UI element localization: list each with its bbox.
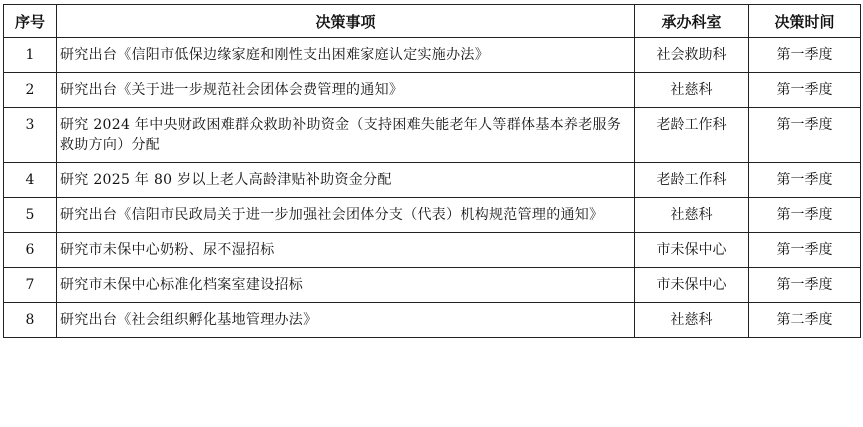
table-row [4, 163, 861, 198]
row-index: 5 [4, 198, 57, 233]
table-row [4, 108, 861, 163]
row-item: 研究市未保中心标准化档案室建设招标 [57, 268, 635, 303]
row-department: 社慈科 [635, 198, 749, 233]
table-body [4, 38, 861, 338]
row-time: 第一季度 [749, 108, 861, 163]
header-row [4, 5, 861, 38]
header-department: 承办科室 [635, 5, 749, 38]
row-index: 3 [4, 108, 57, 163]
row-time: 第一季度 [749, 268, 861, 303]
row-time: 第二季度 [749, 303, 861, 338]
table-row [4, 303, 861, 338]
row-department: 市未保中心 [635, 268, 749, 303]
row-index: 1 [4, 38, 57, 73]
row-department: 老龄工作科 [635, 163, 749, 198]
row-time: 第一季度 [749, 198, 861, 233]
row-item: 研究出台《关于进一步规范社会团体会费管理的通知》 [57, 73, 635, 108]
row-index: 2 [4, 73, 57, 108]
table-row [4, 268, 861, 303]
row-department: 社会救助科 [635, 38, 749, 73]
row-department: 老龄工作科 [635, 108, 749, 163]
table-row [4, 38, 861, 73]
header-time: 决策时间 [749, 5, 861, 38]
row-index: 7 [4, 268, 57, 303]
row-index: 8 [4, 303, 57, 338]
table-row [4, 198, 861, 233]
row-item: 研究出台《信阳市低保边缘家庭和刚性支出困难家庭认定实施办法》 [57, 38, 635, 73]
decisions-table [3, 4, 861, 338]
row-index: 6 [4, 233, 57, 268]
header-item: 决策事项 [57, 5, 635, 38]
row-item: 研究市未保中心奶粉、尿不湿招标 [57, 233, 635, 268]
table-header [4, 5, 861, 38]
row-index: 4 [4, 163, 57, 198]
row-department: 社慈科 [635, 73, 749, 108]
row-time: 第一季度 [749, 73, 861, 108]
row-time: 第一季度 [749, 38, 861, 73]
row-item: 研究出台《信阳市民政局关于进一步加强社会团体分支（代表）机构规范管理的通知》 [57, 198, 635, 233]
header-index: 序号 [4, 5, 57, 38]
row-time: 第一季度 [749, 233, 861, 268]
table-row [4, 73, 861, 108]
row-item: 研究 2025 年 80 岁以上老人高龄津贴补助资金分配 [57, 163, 635, 198]
row-department: 社慈科 [635, 303, 749, 338]
row-item: 研究 2024 年中央财政困难群众救助补助资金（支持困难失能老年人等群体基本养老服务救助方向）分配 [57, 108, 635, 163]
row-department: 市未保中心 [635, 233, 749, 268]
row-time: 第一季度 [749, 163, 861, 198]
row-item: 研究出台《社会组织孵化基地管理办法》 [57, 303, 635, 338]
table-row [4, 233, 861, 268]
